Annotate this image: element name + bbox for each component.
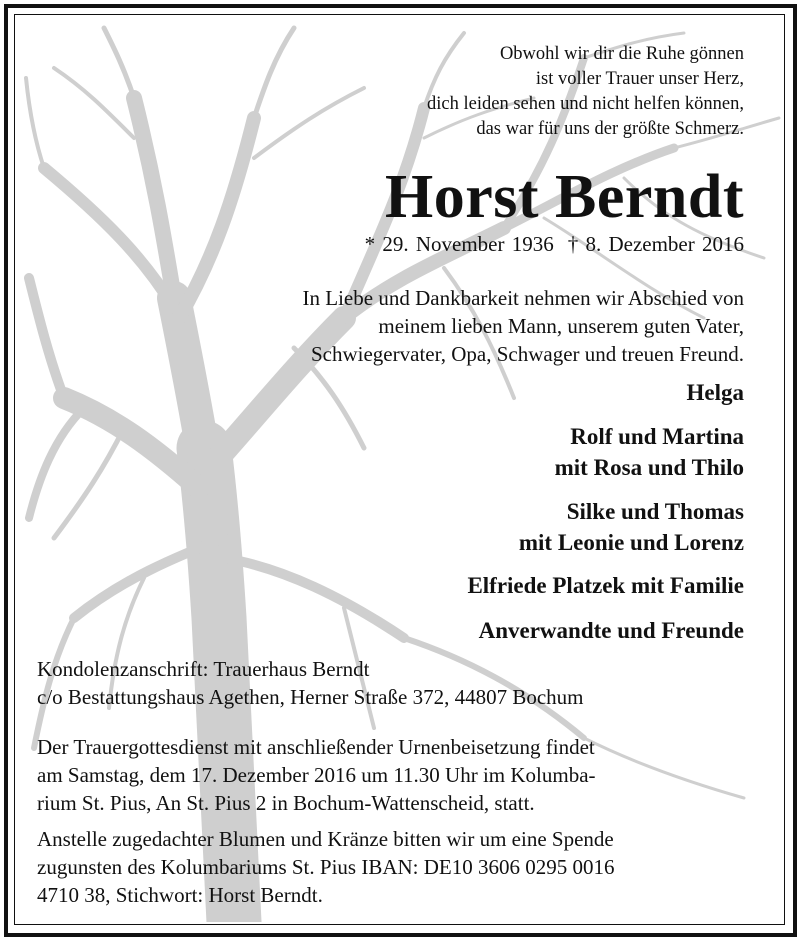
service-line: rium St. Pius, An St. Pius 2 in Bochum-Wattenscheid, statt. [37, 791, 535, 815]
farewell-line: In Liebe und Dankbarkeit nehmen wir Abschied von [302, 286, 744, 310]
funeral-service-notice [37, 733, 737, 817]
donation-line: Anstelle zugedachter Blumen und Kränze bitten wir um eine Spende [37, 827, 614, 851]
donation-request [37, 825, 749, 909]
mourner-line: Elfriede Platzek mit Familie [467, 573, 744, 598]
condolence-line: Kondolenzanschrift: Trauerhaus Berndt [37, 657, 370, 681]
mourner-group [479, 615, 744, 646]
condolence-address [37, 655, 583, 711]
birth-date: * 29. November 1936 [364, 232, 554, 256]
deceased-name: Horst Berndt [384, 163, 744, 231]
poem-line: das war für uns der größte Schmerz. [476, 119, 744, 139]
memorial-poem [427, 42, 744, 142]
mourner-line: Anverwandte und Freunde [478, 618, 744, 643]
poem-line: Obwohl wir dir die Ruhe gönnen [499, 44, 744, 64]
farewell-line: meinem lieben Mann, unserem guten Vater, [378, 314, 744, 338]
mourner-line: Helga [686, 380, 744, 405]
life-dates [365, 230, 744, 258]
mourner-line: Silke und Thomas [566, 499, 744, 524]
death-date: † 8. Dezember 2016 [567, 232, 744, 256]
farewell-text [303, 284, 744, 368]
mourner-line: Rolf und Martina [570, 424, 744, 449]
donation-line: 4710 38, Stichwort: Horst Berndt. [37, 883, 323, 907]
donation-line: zugunsten des Kolumbariums St. Pius IBAN: DE10 3606 0295 0016 [37, 855, 615, 879]
mourner-group [519, 496, 744, 558]
poem-line: dich leiden sehen und nicht helfen können, [427, 94, 744, 114]
mourner-group [467, 570, 744, 601]
mourner-line: mit Rosa und Thilo [554, 455, 744, 480]
mourner-line: mit Leonie und Lorenz [518, 530, 744, 555]
service-line: Der Trauergottesdienst mit anschließender Urnenbeisetzung findet [37, 735, 595, 759]
mourner-group [555, 421, 744, 483]
mourner-group [687, 377, 745, 408]
poem-line: ist voller Trauer unser Herz, [535, 69, 744, 89]
service-line: am Samstag, dem 17. Dezember 2016 um 11.30 Uhr im Kolumba- [37, 763, 596, 787]
condolence-line: c/o Bestattungshaus Agethen, Herner Straße 372, 44807 Bochum [37, 685, 584, 709]
farewell-line: Schwiegervater, Opa, Schwager und treuen Freund. [310, 342, 744, 366]
